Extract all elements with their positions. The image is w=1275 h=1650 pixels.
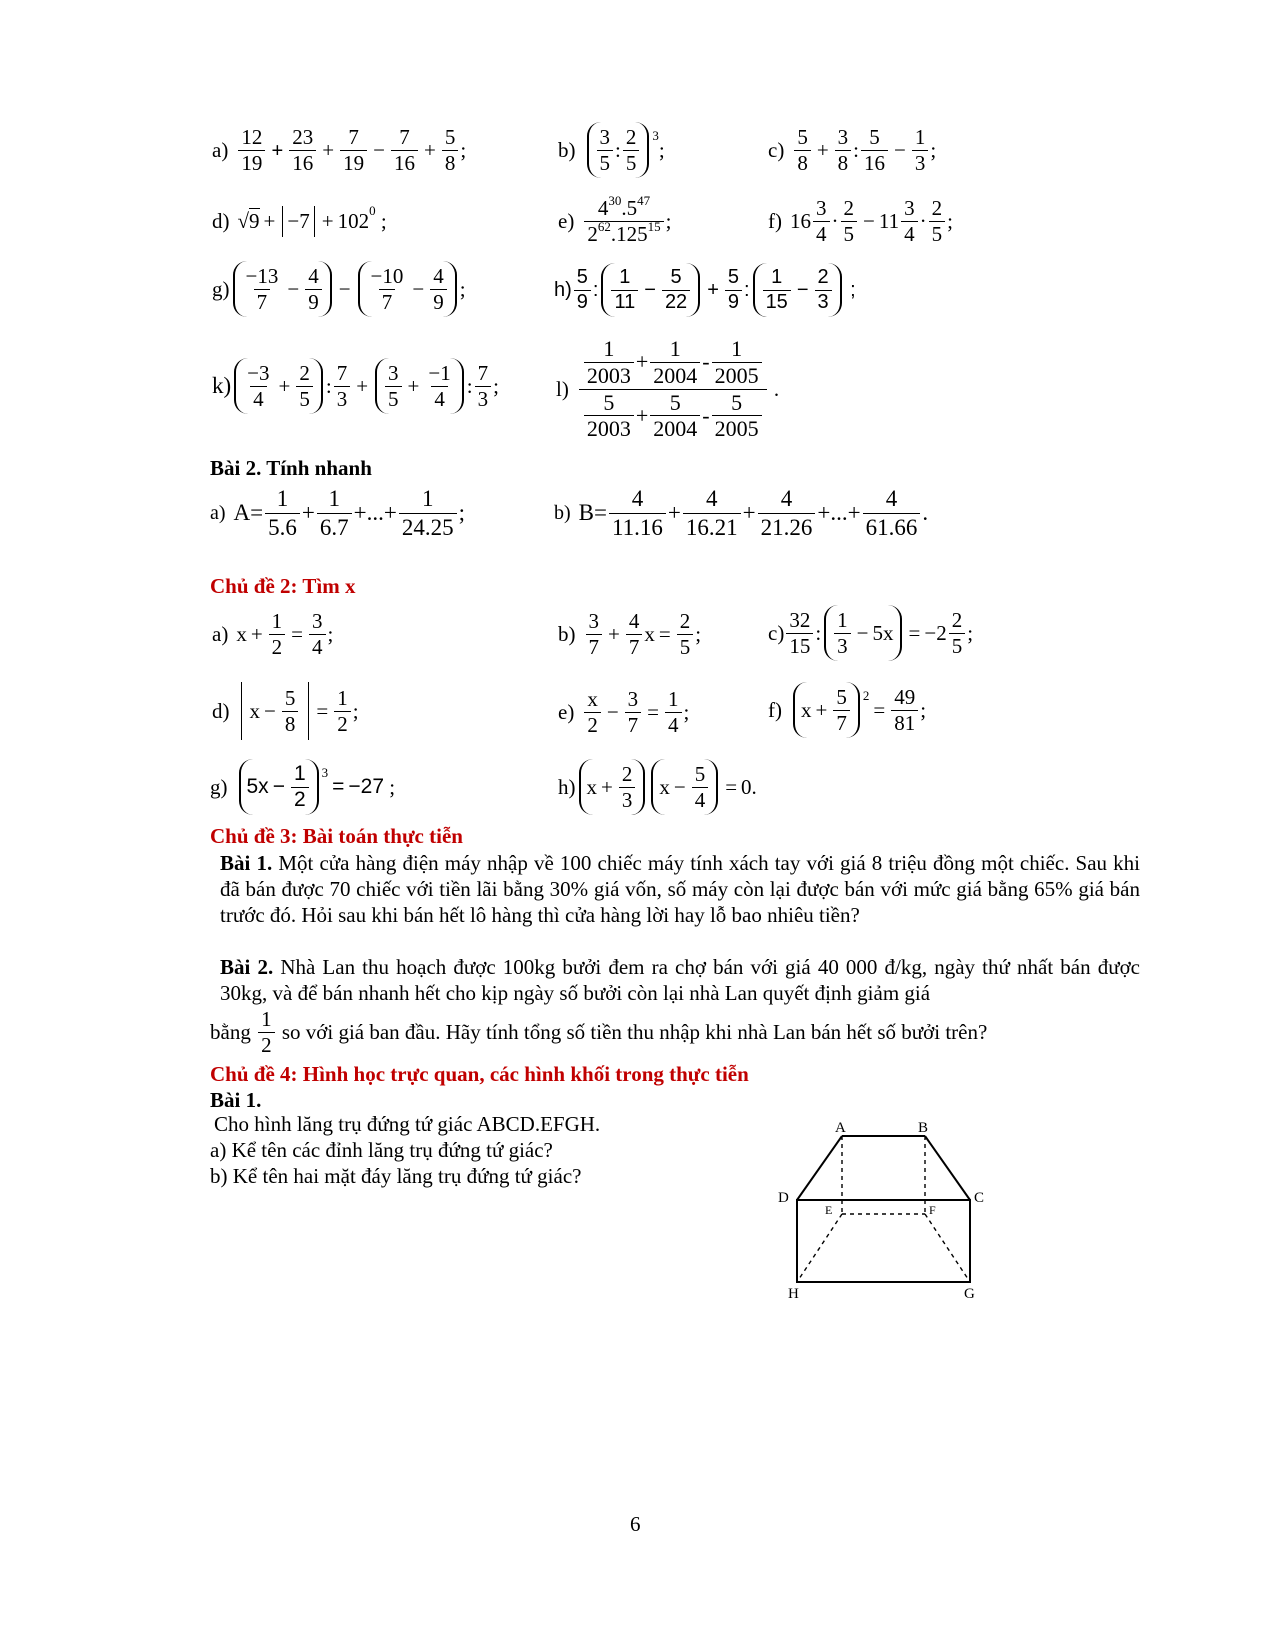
ex1-g: g) $\frac{-13}{7}$ − $\frac{4}{9}$ − $\frac{-10}{7}$ − $\frac{4}{9}$ ; — [212, 256, 466, 322]
chude2-title: Chủ đề 2: Tìm x — [210, 574, 356, 598]
c2-f: f) x + $\frac{5}{7}$ 2 = $\frac{49}{81}$ ; — [768, 676, 926, 744]
chude3-bai1: Bài 1. Một cửa hàng điện máy nhập về 100 chiếc máy tính xách tay với giá 8 triệu đồng một chiếc. Sau khi đã bán được 70 chiếc với tiền lãi bằng 30% giá vốn, số máy còn lại được bán với mức giá bằng 65% giá bán trước đó. Hỏi sau khi bán hết lô hàng thì cửa hàng lời hay lỗ bao nhiêu tiền? — [220, 851, 1141, 927]
vertex-d: D — [778, 1190, 789, 1206]
ex1-f: f) 16 $\frac{3}{4}$ · $\frac{2}{5}$ − 11 $\frac{3}{4}$ · $\frac{2}{5}$ ; — [768, 195, 953, 246]
vertex-h: H — [788, 1286, 799, 1300]
chude3-bai2-line3: bằng $\frac{1}{2}$ so với giá ban đầu. Hãy tính tổng số tiền thu nhập khi nhà Lan bán hết số bưởi trên? — [210, 1006, 988, 1057]
chude4-bai1: Bài 1. — [210, 1088, 262, 1112]
c2-e: e) $\frac{x}{2}$ − $\frac{3}{7}$ = $\frac{1}{4}$ ; — [558, 686, 690, 737]
ex1-b: b) $\frac{3}{5}$ : $\frac{2}{5}$ 3 ; — [558, 118, 665, 182]
vertex-g: G — [964, 1286, 975, 1300]
prism-figure — [770, 1110, 1000, 1300]
vertex-b: B — [918, 1120, 929, 1136]
ex1-k: k) $\frac{-3}{4}$ + $\frac{2}{5}$ : $\frac{7}{3}$ + $\frac{3}{5}$ + $\frac{-1}{4}$ : $\frac{7}{3}$ ; — [212, 350, 499, 422]
c2-g: g) 5x − $\frac{1}{2}$ 3 = −27 ; — [210, 752, 395, 822]
label: a) — [212, 137, 229, 162]
chude4-line2: a) Kể tên các đỉnh lăng trụ đứng tứ giác? — [210, 1138, 553, 1162]
chude4-line1: Cho hình lăng trụ đứng tứ giác ABCD.EFGH. — [214, 1112, 601, 1136]
chude3-title: Chủ đề 3: Bài toán thực tiễn — [210, 824, 463, 848]
c2-h: h) x + $\frac{2}{3}$ x − $\frac{5}{4}$ = 0 . — [558, 754, 757, 820]
c2-d: d) x − $\frac{5}{8}$ = $\frac{1}{2}$ ; — [212, 678, 359, 744]
ex1-d: d) √9 + −7 + 102 0 ; — [212, 196, 387, 246]
vertex-f: F — [929, 1203, 936, 1217]
c2-a: a) x + $\frac{1}{2}$ = $\frac{3}{4}$ ; — [212, 608, 334, 659]
page-number: 6 — [630, 1512, 641, 1536]
chude4-title: Chủ đề 4: Hình học trực quan, các hình khối trong thực tiễn — [210, 1062, 749, 1086]
bai2-title: Bài 2. Tính nhanh — [210, 456, 372, 480]
ex1-l: l) $\frac{1}{2003}$ + $\frac{1}{2004}$ - $\frac{1}{2005}$ $\frac{5}{2003}$ + $\frac{5}{2004}$ - $\frac{5}{2005}$ . — [556, 335, 780, 442]
c2-b: b) $\frac{3}{7}$ + $\frac{4}{7}$ x = $\frac{2}{5}$ ; — [558, 608, 702, 659]
bai2-b: b) B= $\frac{4}{11.16}$ + $\frac{4}{16.21}$ + $\frac{4}{21.26}$ + ... + $\frac{4}{61.66}$ . — [554, 486, 929, 540]
chude3-bai2: Bài 2. Nhà Lan thu hoạch được 100kg bưởi đem ra chợ bán với giá 40 000 đ/kg, ngày thứ nhất bán được 30kg, và để bán nhanh hết cho kịp ngày số bưởi còn lại nhà Lan quyết định giảm giá — [220, 955, 1140, 1005]
ex1-e: e) $\frac{4^{30}.5^{47}}{2^{62}.125^{15}}$ ; — [558, 192, 672, 246]
vertex-e: E — [825, 1203, 833, 1217]
bai2-a: a) A= $\frac{1}{5.6}$ + $\frac{1}{6.7}$ + ... + $\frac{1}{24.25}$ ; — [210, 486, 465, 540]
ex1-a: a) $\frac{12}{19}$ + $\frac{23}{16}$ + $\frac{7}{19}$ − $\frac{7}{16}$ + $\frac{5}{8}$ ; — [212, 124, 467, 175]
ex1-h: h) $\frac{5}{9}$ : $\frac{1}{11}$ − $\frac{5}{22}$ + $\frac{5}{9}$ : $\frac{1}{15}$ − $\frac{2}{3}$ ; — [554, 258, 856, 322]
chude4-line3: b) Kể tên hai mặt đáy lăng trụ đứng tứ giác? — [210, 1164, 582, 1188]
vertex-a: A — [835, 1120, 846, 1136]
c2-c: c) $\frac{32}{15}$ : $\frac{1}{3}$ − 5x = −2 $\frac{2}{5}$ ; — [768, 600, 973, 666]
vertex-c: C — [974, 1190, 985, 1206]
ex1-c: c) $\frac{5}{8}$ + $\frac{3}{8}$ : $\frac{5}{16}$ − $\frac{1}{3}$ ; — [768, 124, 937, 175]
